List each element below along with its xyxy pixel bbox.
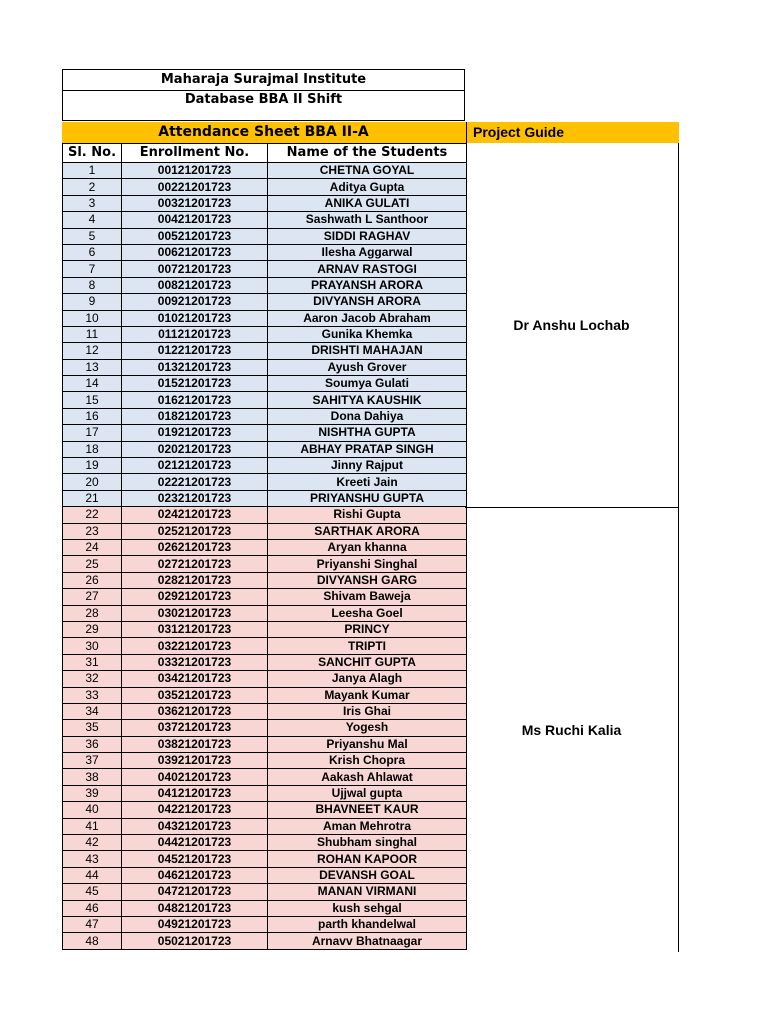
sl-no-cell: 15 [63, 392, 122, 408]
enrollment-cell: 04321201723 [122, 818, 268, 834]
sl-no-cell: 41 [63, 818, 122, 834]
sl-no-cell: 43 [63, 851, 122, 867]
student-name-cell: CHETNA GOYAL [268, 163, 467, 179]
student-name-cell: SARTHAK ARORA [268, 523, 467, 539]
student-name-cell: NISHTHA GUPTA [268, 425, 467, 441]
enrollment-cell: 00221201723 [122, 179, 268, 195]
col-header-enrollment: Enrollment No. [122, 144, 268, 163]
student-name-cell: Shivam Baweja [268, 589, 467, 605]
table-row [63, 392, 467, 408]
student-name-cell: SIDDI RAGHAV [268, 228, 467, 244]
student-name-cell: Aditya Gupta [268, 179, 467, 195]
enrollment-cell: 02321201723 [122, 490, 268, 506]
student-name-cell: Yogesh [268, 720, 467, 736]
enrollment-cell: 03121201723 [122, 621, 268, 637]
enrollment-cell: 01021201723 [122, 310, 268, 326]
enrollment-cell: 02821201723 [122, 572, 268, 588]
enrollment-cell: 03621201723 [122, 703, 268, 719]
enrollment-cell: 02121201723 [122, 458, 268, 474]
student-name-cell: ROHAN KAPOOR [268, 851, 467, 867]
sl-no-cell: 3 [63, 195, 122, 211]
sl-no-cell: 26 [63, 572, 122, 588]
table-row [63, 326, 467, 342]
table-row [63, 753, 467, 769]
enrollment-cell: 04421201723 [122, 835, 268, 851]
student-name-cell: DIVYANSH GARG [268, 572, 467, 588]
table-row [63, 867, 467, 883]
enrollment-cell: 03221201723 [122, 638, 268, 654]
student-name-cell: Aman Mehrotra [268, 818, 467, 834]
sl-no-cell: 48 [63, 933, 122, 949]
table-row [63, 294, 467, 310]
table-row [63, 671, 467, 687]
student-rows [63, 163, 467, 950]
sl-no-cell: 44 [63, 867, 122, 883]
sl-no-cell: 13 [63, 359, 122, 375]
table-row [63, 458, 467, 474]
table-row [63, 654, 467, 670]
student-name-cell: Soumya Gulati [268, 376, 467, 392]
enrollment-cell: 00721201723 [122, 261, 268, 277]
table-row [63, 507, 467, 523]
sl-no-cell: 35 [63, 720, 122, 736]
table-row [63, 261, 467, 277]
sl-no-cell: 31 [63, 654, 122, 670]
sl-no-cell: 36 [63, 736, 122, 752]
sl-no-cell: 22 [63, 507, 122, 523]
student-name-cell: PRIYANSHU GUPTA [268, 490, 467, 506]
table-row [63, 736, 467, 752]
enrollment-cell: 03521201723 [122, 687, 268, 703]
sl-no-cell: 20 [63, 474, 122, 490]
table-row [63, 572, 467, 588]
sl-no-cell: 38 [63, 769, 122, 785]
sl-no-cell: 4 [63, 212, 122, 228]
student-name-cell: SAHITYA KAUSHIK [268, 392, 467, 408]
enrollment-cell: 03921201723 [122, 753, 268, 769]
table-row [63, 884, 467, 900]
student-name-cell: Priyanshi Singhal [268, 556, 467, 572]
table-row [63, 621, 467, 637]
project-guide-cell-1 [465, 143, 679, 508]
table-row [63, 376, 467, 392]
student-name-cell: DIVYANSH ARORA [268, 294, 467, 310]
table-row [63, 228, 467, 244]
sl-no-cell: 6 [63, 244, 122, 260]
enrollment-cell: 04721201723 [122, 884, 268, 900]
sl-no-cell: 5 [63, 228, 122, 244]
enrollment-cell: 04921201723 [122, 916, 268, 932]
enrollment-cell: 00821201723 [122, 277, 268, 293]
table-row [63, 835, 467, 851]
enrollment-cell: 04021201723 [122, 769, 268, 785]
enrollment-cell: 01921201723 [122, 425, 268, 441]
table-row [63, 802, 467, 818]
sl-no-cell: 28 [63, 605, 122, 621]
enrollment-cell: 00521201723 [122, 228, 268, 244]
enrollment-cell: 00621201723 [122, 244, 268, 260]
student-name-cell: ANIKA GULATI [268, 195, 467, 211]
table-row [63, 556, 467, 572]
sl-no-cell: 29 [63, 621, 122, 637]
enrollment-cell: 04121201723 [122, 785, 268, 801]
student-name-cell: ARNAV RASTOGI [268, 261, 467, 277]
table-row [63, 244, 467, 260]
sl-no-cell: 39 [63, 785, 122, 801]
col-header-student-name: Name of the Students [268, 144, 467, 163]
project-guide-name: Ms Ruchi Kalia [521, 722, 622, 738]
table-row [63, 605, 467, 621]
sl-no-cell: 18 [63, 441, 122, 457]
student-name-cell: Kreeti Jain [268, 474, 467, 490]
project-guide-name: Dr Anshu Lochab [513, 317, 630, 333]
enrollment-cell: 02521201723 [122, 523, 268, 539]
student-name-cell: SANCHIT GUPTA [268, 654, 467, 670]
student-name-cell: kush sehgal [268, 900, 467, 916]
sl-no-cell: 30 [63, 638, 122, 654]
table-row [63, 490, 467, 506]
student-name-cell: Ilesha Aggarwal [268, 244, 467, 260]
student-name-cell: Dona Dahiya [268, 408, 467, 424]
student-name-cell: DEVANSH GOAL [268, 867, 467, 883]
sl-no-cell: 32 [63, 671, 122, 687]
col-header-sl-no: Sl. No. [63, 144, 122, 163]
student-name-cell: TRIPTI [268, 638, 467, 654]
student-name-cell: MANAN VIRMANI [268, 884, 467, 900]
sl-no-cell: 12 [63, 343, 122, 359]
table-row [63, 179, 467, 195]
institute-name: Maharaja Surajmal Institute [63, 70, 464, 91]
table-row [63, 212, 467, 228]
enrollment-cell: 02421201723 [122, 507, 268, 523]
student-name-cell: Sashwath L Santhoor [268, 212, 467, 228]
table-row [63, 769, 467, 785]
table-row [63, 933, 467, 949]
sl-no-cell: 40 [63, 802, 122, 818]
table-row [63, 343, 467, 359]
enrollment-cell: 01521201723 [122, 376, 268, 392]
student-name-cell: Janya Alagh [268, 671, 467, 687]
student-name-cell: Shubham singhal [268, 835, 467, 851]
enrollment-cell: 04221201723 [122, 802, 268, 818]
sl-no-cell: 33 [63, 687, 122, 703]
enrollment-cell: 03721201723 [122, 720, 268, 736]
student-name-cell: PRINCY [268, 621, 467, 637]
institute-header-box [62, 69, 465, 121]
sl-no-cell: 11 [63, 326, 122, 342]
student-name-cell: Mayank Kumar [268, 687, 467, 703]
student-name-cell: Ayush Grover [268, 359, 467, 375]
attendance-header-bar [62, 122, 679, 143]
table-row [63, 703, 467, 719]
student-name-cell: ABHAY PRATAP SINGH [268, 441, 467, 457]
enrollment-cell: 02621201723 [122, 539, 268, 555]
student-name-cell: Iris Ghai [268, 703, 467, 719]
table-row [63, 359, 467, 375]
sl-no-cell: 21 [63, 490, 122, 506]
attendance-sheet-title: Attendance Sheet BBA II-A [158, 124, 369, 140]
sl-no-cell: 7 [63, 261, 122, 277]
table-row [63, 310, 467, 326]
table-row [63, 441, 467, 457]
enrollment-cell: 04821201723 [122, 900, 268, 916]
student-name-cell: BHAVNEET KAUR [268, 802, 467, 818]
sl-no-cell: 42 [63, 835, 122, 851]
student-name-cell: Aaron Jacob Abraham [268, 310, 467, 326]
student-name-cell: Aryan khanna [268, 539, 467, 555]
enrollment-cell: 01621201723 [122, 392, 268, 408]
sl-no-cell: 17 [63, 425, 122, 441]
student-name-cell: Leesha Goel [268, 605, 467, 621]
sl-no-cell: 23 [63, 523, 122, 539]
table-row [63, 195, 467, 211]
enrollment-cell: 03021201723 [122, 605, 268, 621]
enrollment-cell: 03421201723 [122, 671, 268, 687]
project-guide-header: Project Guide [466, 122, 564, 143]
sl-no-cell: 8 [63, 277, 122, 293]
sl-no-cell: 24 [63, 539, 122, 555]
sl-no-cell: 19 [63, 458, 122, 474]
student-name-cell: Jinny Rajput [268, 458, 467, 474]
table-row [63, 425, 467, 441]
enrollment-cell: 00321201723 [122, 195, 268, 211]
sl-no-cell: 1 [63, 163, 122, 179]
student-name-cell: Ujjwal gupta [268, 785, 467, 801]
table-row [63, 163, 467, 179]
table-row [63, 785, 467, 801]
table-row [63, 818, 467, 834]
table-row [63, 589, 467, 605]
enrollment-cell: 05021201723 [122, 933, 268, 949]
table-row [63, 851, 467, 867]
database-subtitle: Database BBA II Shift [184, 92, 343, 107]
enrollment-cell: 01221201723 [122, 343, 268, 359]
enrollment-cell: 00921201723 [122, 294, 268, 310]
table-header-row [63, 144, 467, 163]
student-name-cell: Priyanshu Mal [268, 736, 467, 752]
enrollment-cell: 04521201723 [122, 851, 268, 867]
table-row [63, 523, 467, 539]
sl-no-cell: 37 [63, 753, 122, 769]
enrollment-cell: 00121201723 [122, 163, 268, 179]
sl-no-cell: 25 [63, 556, 122, 572]
table-row [63, 638, 467, 654]
student-name-cell: DRISHTI MAHAJAN [268, 343, 467, 359]
table-row [63, 687, 467, 703]
sl-no-cell: 2 [63, 179, 122, 195]
enrollment-cell: 01121201723 [122, 326, 268, 342]
table-row [63, 474, 467, 490]
sl-no-cell: 46 [63, 900, 122, 916]
enrollment-cell: 00421201723 [122, 212, 268, 228]
enrollment-cell: 02921201723 [122, 589, 268, 605]
sl-no-cell: 10 [63, 310, 122, 326]
enrollment-cell: 03821201723 [122, 736, 268, 752]
attendance-table [62, 143, 467, 950]
student-name-cell: Arnavv Bhatnaagar [268, 933, 467, 949]
student-name-cell: Gunika Khemka [268, 326, 467, 342]
enrollment-cell: 04621201723 [122, 867, 268, 883]
project-guide-cell-2 [465, 508, 679, 952]
table-row [63, 916, 467, 932]
enrollment-cell: 02721201723 [122, 556, 268, 572]
student-name-cell: Krish Chopra [268, 753, 467, 769]
sl-no-cell: 16 [63, 408, 122, 424]
table-row [63, 277, 467, 293]
student-name-cell: PRAYANSH ARORA [268, 277, 467, 293]
student-name-cell: parth khandelwal [268, 916, 467, 932]
table-row [63, 720, 467, 736]
sl-no-cell: 27 [63, 589, 122, 605]
enrollment-cell: 02221201723 [122, 474, 268, 490]
table-row [63, 408, 467, 424]
enrollment-cell: 03321201723 [122, 654, 268, 670]
enrollment-cell: 02021201723 [122, 441, 268, 457]
sl-no-cell: 45 [63, 884, 122, 900]
student-name-cell: Aakash Ahlawat [268, 769, 467, 785]
enrollment-cell: 01821201723 [122, 408, 268, 424]
table-row [63, 539, 467, 555]
sl-no-cell: 34 [63, 703, 122, 719]
sl-no-cell: 9 [63, 294, 122, 310]
student-name-cell: Rishi Gupta [268, 507, 467, 523]
table-row [63, 900, 467, 916]
sl-no-cell: 14 [63, 376, 122, 392]
enrollment-cell: 01321201723 [122, 359, 268, 375]
sl-no-cell: 47 [63, 916, 122, 932]
